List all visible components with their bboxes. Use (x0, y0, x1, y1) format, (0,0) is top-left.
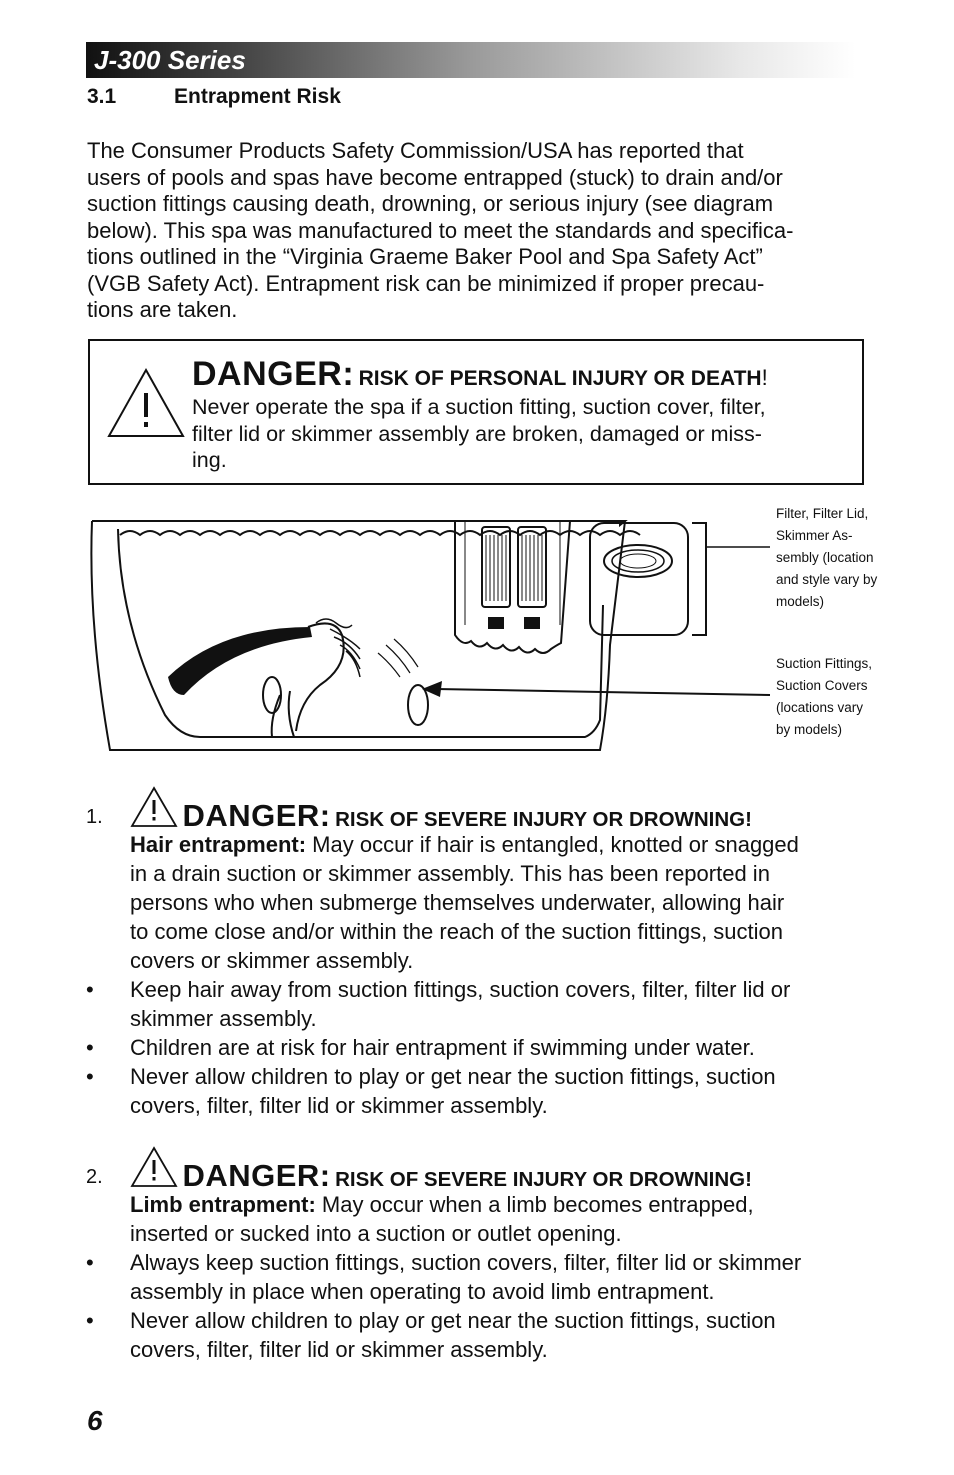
section-heading (87, 84, 341, 110)
callout-line: and style vary by (776, 572, 878, 587)
callout-line: Suction Fittings, (776, 656, 873, 671)
filter-callout-bracket (692, 523, 706, 635)
danger-label: DANGER: (182, 1158, 331, 1193)
bullet-line: covers, filter, filter lid or skimmer assembly. (130, 1337, 548, 1362)
bullet-item (86, 1062, 799, 1120)
risk-label: RISK OF SEVERE INJURY OR DROWNING! (335, 1168, 752, 1191)
item-number: 1. (86, 806, 103, 828)
swimmer-figure (168, 619, 418, 737)
spa-tub-outline (91, 521, 625, 750)
bullet-line: Children are at risk for hair entrapment if swimming under water. (130, 1035, 755, 1060)
item-danger-heading (130, 1146, 752, 1194)
warning-triangle-icon (106, 367, 186, 439)
danger-body-line: Never operate the spa if a suction fitting, suction cover, filter, (192, 395, 766, 419)
section-title: Entrapment Risk (174, 85, 341, 108)
callout-line: Filter, Filter Lid, (776, 506, 869, 521)
bullet-line: Always keep suction fittings, suction covers, filter, filter lid or skimmer (130, 1250, 802, 1275)
item-body-line: covers or skimmer assembly. (130, 948, 414, 973)
item-body-line: inserted or sucked into a suction or outlet opening. (130, 1221, 622, 1246)
warning-triangle-icon (130, 786, 178, 828)
lead-rest: May occur when a limb becomes entrapped, (315, 1192, 754, 1217)
callout-line: Skimmer As- (776, 528, 853, 543)
danger-heading (192, 355, 852, 394)
warning-triangle-icon (130, 1146, 178, 1188)
suction-callout-line (436, 689, 770, 695)
danger-body-line: filter lid or skimmer assembly are broken, damaged or miss- (192, 421, 762, 446)
risk-suffix: ! (761, 365, 768, 390)
bullet-line: Never allow children to play or get near the suction fittings, suction (130, 1308, 776, 1333)
lead-label: Hair entrapment: (130, 832, 307, 857)
danger-label: DANGER: (182, 798, 331, 833)
filter-cartridges (482, 527, 546, 629)
header-bar (86, 42, 856, 78)
water-surface (120, 531, 640, 535)
intro-line: users of pools and spas have become entrapped (stuck) to drain and/or (87, 164, 783, 190)
risk-label: RISK OF SEVERE INJURY OR DROWNING! (335, 808, 752, 831)
bullet-item (86, 1033, 799, 1062)
intro-line: The Consumer Products Safety Commission/USA has reported that (87, 138, 744, 163)
callout-suction-fittings (776, 653, 872, 741)
item-danger-heading (130, 786, 752, 834)
bullet-dot: • (86, 1250, 94, 1275)
danger-box (88, 339, 864, 485)
bullet-dot: • (86, 1035, 94, 1060)
danger-label: DANGER: (192, 355, 355, 393)
bullet-line: assembly in place when operating to avoid limb entrapment. (130, 1279, 715, 1304)
suction-fitting (408, 685, 428, 725)
callout-line: by models) (776, 722, 843, 737)
series-title: J-300 Series (94, 45, 246, 75)
callout-line: models) (776, 594, 825, 609)
bullet-line: skimmer assembly. (130, 1006, 317, 1031)
bullet-item (86, 975, 799, 1033)
bullet-line: covers, filter, filter lid or skimmer assembly. (130, 1093, 548, 1118)
danger-item-hair (86, 786, 886, 1126)
danger-body-line: ing. (192, 448, 227, 472)
bullet-item (86, 1248, 802, 1306)
bullet-item (86, 1306, 801, 1364)
item-body (86, 830, 799, 1120)
lead-rest: May occur if hair is entangled, knotted or snagged (306, 832, 799, 857)
item-body-line: persons who when submerge themselves underwater, allowing hair (130, 890, 785, 915)
intro-paragraph (87, 138, 867, 324)
callout-filter-skimmer (776, 503, 877, 613)
callout-line: (locations vary (776, 700, 864, 715)
spa-entrapment-diagram (80, 505, 780, 757)
item-body-line (130, 830, 799, 859)
item-number: 2. (86, 1166, 103, 1188)
danger-item-limb (86, 1146, 886, 1376)
item-body (86, 1190, 802, 1364)
bullet-line: Never allow children to play or get near the suction fittings, suction (130, 1064, 776, 1089)
risk-label: RISK OF PERSONAL INJURY OR DEATH (358, 367, 762, 390)
callout-line: Suction Covers (776, 678, 868, 693)
callout-line: sembly (location (776, 550, 874, 565)
item-body-line: to come close and/or within the reach of the suction fittings, suction (130, 919, 784, 944)
bullet-dot: • (86, 977, 94, 1002)
intro-line: below). This spa was manufactured to meet the standards and specifica- (87, 217, 794, 243)
lead-label: Limb entrapment: (130, 1192, 316, 1217)
bullet-line: Keep hair away from suction fittings, suction covers, filter, filter lid or (130, 977, 791, 1002)
intro-line: tions outlined in the “Virginia Graeme Baker Pool and Spa Safety Act” (87, 244, 763, 269)
skimmer-assembly (590, 523, 688, 635)
item-body-line: in a drain suction or skimmer assembly. This has been reported in (130, 861, 770, 886)
bullet-dot: • (86, 1308, 94, 1333)
item-body-line (130, 1190, 801, 1219)
intro-line: (VGB Safety Act). Entrapment risk can be minimized if proper precau- (87, 270, 765, 296)
intro-line: tions are taken. (87, 297, 238, 322)
filter-compartment (455, 521, 570, 653)
danger-body (192, 394, 852, 474)
suction-callout-arrowhead (422, 681, 442, 697)
bullet-dot: • (86, 1064, 94, 1089)
danger-message (192, 355, 852, 474)
intro-line: suction fittings causing death, drowning, or serious injury (see diagram (87, 191, 774, 216)
page-number: 6 (87, 1405, 103, 1436)
section-number: 3.1 (87, 85, 117, 108)
